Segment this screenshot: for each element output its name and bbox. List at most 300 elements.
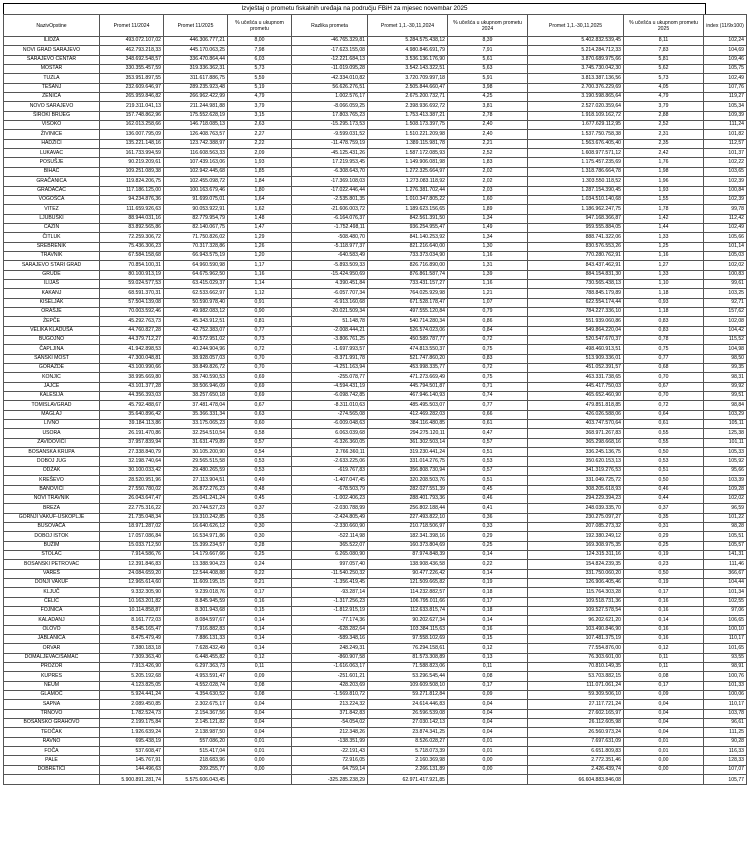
share-percent-cell: 0,01: [228, 737, 292, 746]
turnover-difference-cell: -1.002.406,23: [292, 494, 368, 503]
turnover-ytd-2024-cell: 1.273.083.118,92: [368, 177, 448, 186]
municipality-name-cell: ORAŠJE: [4, 307, 100, 316]
table-row: [4, 345, 747, 354]
share-percent-2024-cell: 2,02: [448, 177, 528, 186]
column-header: NazivOpstine: [4, 15, 100, 37]
index-value-cell: 100,06: [704, 691, 747, 700]
municipality-name-cell: ZAVIDOVIĆI: [4, 438, 100, 447]
turnover-ytd-2024-cell: 2.505.844.660,47: [368, 83, 448, 92]
turnover-ytd-2025-cell: 248.039.335,70: [528, 504, 624, 513]
share-percent-cell: 0,49: [228, 476, 292, 485]
table-row: [4, 55, 747, 64]
turnover-ytd-2025-cell: 3.745.730.042,30: [528, 65, 624, 74]
turnover-difference-cell: -6.326.360,05: [292, 438, 368, 447]
turnover-ytd-2024-cell: 1.276.381.702,44: [368, 186, 448, 195]
index-value-cell: 103,39: [704, 476, 747, 485]
index-value-cell: 109,46: [704, 55, 747, 64]
share-percent-cell: 0,16: [228, 597, 292, 606]
share-percent-cell: 0,54: [228, 448, 292, 457]
turnover-difference-cell: -6.308.643,70: [292, 167, 368, 176]
municipality-name-cell: KUPRES: [4, 672, 100, 681]
turnover-2024-nov-cell: 2.199.175,84: [100, 719, 164, 728]
index-value-cell: 102,22: [704, 158, 747, 167]
turnover-2025-nov-cell: 9.239.018,76: [164, 588, 228, 597]
share-percent-2025-cell: 1,78: [624, 205, 704, 214]
turnover-difference-cell: -11.478.759,19: [292, 139, 368, 148]
table-row: [4, 139, 747, 148]
turnover-ytd-2024-cell: 2.160.369,98: [368, 756, 448, 765]
index-value-cell: 93,55: [704, 653, 747, 662]
turnover-ytd-2024-cell: 320.208.503,76: [368, 476, 448, 485]
turnover-difference-cell: 428.203,69: [292, 681, 368, 690]
table-row: [4, 83, 747, 92]
turnover-difference-cell: 72.916,05: [292, 756, 368, 765]
table-row: [4, 167, 747, 176]
index-value-cell: 105,33: [704, 448, 747, 457]
index-value-cell: 112,57: [704, 139, 747, 148]
municipality-name-cell: STOLAC: [4, 550, 100, 559]
turnover-2025-nov-cell: 70.317.328,86: [164, 242, 228, 251]
share-percent-2024-cell: 0,86: [448, 317, 528, 326]
turnover-ytd-2025-cell: 308.205.618,93: [528, 485, 624, 494]
table-row: [4, 121, 747, 130]
table-row: [4, 317, 747, 326]
index-value-cell: 102,39: [704, 177, 747, 186]
municipality-name-cell: FOČA: [4, 747, 100, 756]
turnover-2025-nov-cell: 146.718.085,13: [164, 121, 228, 130]
index-value-cell: 101,14: [704, 242, 747, 251]
municipality-name-cell: TEŠANJ: [4, 83, 100, 92]
turnover-difference-cell: -8.311.010,63: [292, 401, 368, 410]
municipality-name-cell: BOSANSKI PETROVAC: [4, 560, 100, 569]
turnover-2025-nov-cell: 102.455.098,72: [164, 177, 228, 186]
turnover-ytd-2024-cell: 1.189.623.156,65: [368, 205, 448, 214]
turnover-ytd-2025-cell: 784.227.336,10: [528, 307, 624, 316]
turnover-ytd-2025-cell: 549.864.220,04: [528, 326, 624, 335]
index-value-cell: 96,59: [704, 504, 747, 513]
turnover-difference-cell: -20.021.509,34: [292, 307, 368, 316]
share-percent-cell: 1,12: [228, 289, 292, 298]
share-percent-2025-cell: 0,04: [624, 709, 704, 718]
turnover-2024-nov-cell: 67.584.158,68: [100, 251, 164, 260]
table-row: [4, 438, 747, 447]
turnover-ytd-2025-cell: 730.565.438,13: [528, 279, 624, 288]
share-percent-2024-cell: 5,61: [448, 55, 528, 64]
share-percent-2024-cell: 0,04: [448, 728, 528, 737]
index-value-cell: 98,28: [704, 522, 747, 531]
share-percent-cell: 0,35: [228, 513, 292, 522]
turnover-ytd-2024-cell: 5.284.575.438,12: [368, 37, 448, 46]
turnover-2024-nov-cell: 28.520.951,96: [100, 476, 164, 485]
municipality-name-cell: POSUŠJE: [4, 158, 100, 167]
index-value-cell: 102,02: [704, 494, 747, 503]
table-row: [4, 606, 747, 615]
index-value-cell: 106,65: [704, 616, 747, 625]
municipality-name-cell: JAJCE: [4, 382, 100, 391]
index-value-cell: 107,07: [704, 765, 747, 774]
share-percent-2025-cell: 0,78: [624, 336, 704, 345]
table-row: [4, 279, 747, 288]
share-percent-2025-cell: 1,44: [624, 223, 704, 232]
share-percent-2024-cell: 5,91: [448, 74, 528, 83]
share-percent-2025-cell: 0,55: [624, 438, 704, 447]
share-percent-cell: 0,01: [228, 747, 292, 756]
share-percent-2024-cell: 0,04: [448, 719, 528, 728]
turnover-difference-cell: 1.002.576,17: [292, 93, 368, 102]
turnover-2025-nov-cell: 64.960.590,98: [164, 261, 228, 270]
turnover-2024-nov-cell: 119.824.206,75: [100, 177, 164, 186]
municipality-name-cell: GLAMOČ: [4, 691, 100, 700]
turnover-2024-nov-cell: 88.944.031,16: [100, 214, 164, 223]
turnover-difference-cell: 2.766.360,11: [292, 448, 368, 457]
turnover-ytd-2025-cell: 1.537.750.758,38: [528, 130, 624, 139]
report-sheet: [3, 3, 744, 785]
share-percent-2025-cell: 0,08: [624, 672, 704, 681]
table-row: [4, 307, 747, 316]
share-percent-2025-cell: 1,10: [624, 279, 704, 288]
turnover-ytd-2024-cell: 1.272.325.664,97: [368, 167, 448, 176]
index-value-cell: 98,50: [704, 354, 747, 363]
municipality-name-cell: GRUDE: [4, 270, 100, 279]
share-percent-2025-cell: 0,83: [624, 317, 704, 326]
municipality-name-cell: NOVO SARAJEVO: [4, 102, 100, 111]
turnover-ytd-2024-cell: 24.614.446,83: [368, 700, 448, 709]
index-value-cell: 101,37: [704, 149, 747, 158]
index-value-cell: 98,91: [704, 663, 747, 672]
table-row: [4, 37, 747, 46]
share-percent-cell: 0,00: [228, 765, 292, 774]
turnover-2024-nov-cell: 75.436.306,23: [100, 242, 164, 251]
turnover-ytd-2024-cell: 121.509.665,82: [368, 578, 448, 587]
turnover-ytd-2024-cell: 103.384.115,63: [368, 625, 448, 634]
turnover-2024-nov-cell: 117.186.125,00: [100, 186, 164, 195]
share-percent-2025-cell: 0,61: [624, 420, 704, 429]
municipality-name-cell: VISOKO: [4, 121, 100, 130]
turnover-ytd-2024-cell: 59.271.812,84: [368, 691, 448, 700]
turnover-ytd-2024-cell: 384.116.480,85: [368, 420, 448, 429]
share-percent-2025-cell: 2,88: [624, 111, 704, 120]
turnover-difference-cell: -255.078,77: [292, 373, 368, 382]
turnover-ytd-2024-cell: 412.469.282,03: [368, 410, 448, 419]
turnover-2025-nov-cell: 4.953.591,47: [164, 672, 228, 681]
turnover-ytd-2025-cell: 1.034.510.140,68: [528, 195, 624, 204]
total-cell: 5.575.606.043,45: [164, 775, 228, 785]
turnover-2024-nov-cell: 70.003.592,46: [100, 307, 164, 316]
report-title: Izvještaj o prometu fiskalnih uređaja na području FBiH za mjesec novembar 2025: [3, 3, 706, 14]
share-percent-cell: 5,59: [228, 74, 292, 83]
turnover-ytd-2024-cell: 210.718.506,97: [368, 522, 448, 531]
share-percent-2024-cell: 0,04: [448, 709, 528, 718]
table-row: [4, 550, 747, 559]
turnover-2025-nov-cell: 107.439.163,06: [164, 158, 228, 167]
turnover-ytd-2024-cell: 1.753.413.387,21: [368, 111, 448, 120]
turnover-2024-nov-cell: 90.219.209,61: [100, 158, 164, 167]
share-percent-cell: 1,48: [228, 214, 292, 223]
index-value-cell: 100,10: [704, 625, 747, 634]
municipality-name-cell: BOSANSKO GRAHOVO: [4, 719, 100, 728]
municipality-name-cell: PALE: [4, 756, 100, 765]
share-percent-2025-cell: 0,53: [624, 457, 704, 466]
index-value-cell: 99,61: [704, 279, 747, 288]
table-row: [4, 130, 747, 139]
turnover-difference-cell: -6.009.048,63: [292, 420, 368, 429]
share-percent-cell: 0,77: [228, 326, 292, 335]
share-percent-2024-cell: 1,60: [448, 195, 528, 204]
share-percent-2025-cell: 8,11: [624, 37, 704, 46]
share-percent-2025-cell: 0,51: [624, 466, 704, 475]
turnover-2025-nov-cell: 16.640.626,12: [164, 522, 228, 531]
turnover-2025-nov-cell: 66.943.575,19: [164, 251, 228, 260]
column-header: % učešća u ukupnom prometu: [228, 15, 292, 37]
share-percent-2024-cell: 0,11: [448, 663, 528, 672]
index-value-cell: 107,76: [704, 83, 747, 92]
table-row: [4, 214, 747, 223]
share-percent-2024-cell: 0,51: [448, 476, 528, 485]
index-value-cell: 99,35: [704, 364, 747, 373]
share-percent-2025-cell: 0,70: [624, 373, 704, 382]
turnover-ytd-2024-cell: 1.389.115.981,78: [368, 139, 448, 148]
turnover-difference-cell: -508.480,70: [292, 233, 368, 242]
turnover-ytd-2025-cell: 451.052.391,57: [528, 364, 624, 373]
turnover-2024-nov-cell: 7.914.586,76: [100, 550, 164, 559]
municipality-name-cell: ZENICA: [4, 93, 100, 102]
turnover-2024-nov-cell: 26.043.647,47: [100, 494, 164, 503]
turnover-2025-nov-cell: 175.552.628,19: [164, 111, 228, 120]
share-percent-2025-cell: 0,50: [624, 476, 704, 485]
share-percent-2025-cell: 0,09: [624, 691, 704, 700]
share-percent-2024-cell: 0,15: [448, 635, 528, 644]
share-percent-2025-cell: 0,55: [624, 429, 704, 438]
municipality-name-cell: KALADANJ: [4, 616, 100, 625]
share-percent-2025-cell: 0,75: [624, 345, 704, 354]
turnover-ytd-2025-cell: 331.049.725,72: [528, 476, 624, 485]
table-row: [4, 719, 747, 728]
column-header: Razlika prometa: [292, 15, 368, 37]
share-percent-cell: 0,70: [228, 364, 292, 373]
turnover-2025-nov-cell: 8.301.943,68: [164, 606, 228, 615]
turnover-2024-nov-cell: 7.380.183,18: [100, 644, 164, 653]
municipality-name-cell: GORNJI VAKUF-USKOPLJE: [4, 513, 100, 522]
turnover-2024-nov-cell: 162.013.258,66: [100, 121, 164, 130]
share-percent-2024-cell: 0,17: [448, 681, 528, 690]
share-percent-2024-cell: 0,18: [448, 588, 528, 597]
table-row: [4, 560, 747, 569]
turnover-ytd-2025-cell: 96.202.621,20: [528, 616, 624, 625]
turnover-ytd-2025-cell: 169.308.975,35: [528, 541, 624, 550]
share-percent-2024-cell: 0,77: [448, 401, 528, 410]
share-percent-2024-cell: 3,81: [448, 102, 528, 111]
turnover-2025-nov-cell: 7.916.882,83: [164, 625, 228, 634]
share-percent-2024-cell: 0,57: [448, 466, 528, 475]
index-value-cell: 109,39: [704, 111, 747, 120]
index-value-cell: 96,61: [704, 719, 747, 728]
turnover-ytd-2025-cell: 1.186.962.247,75: [528, 205, 624, 214]
index-value-cell: 92,71: [704, 298, 747, 307]
turnover-2024-nov-cell: 68.591.370,31: [100, 289, 164, 298]
turnover-difference-cell: -8.371.991,78: [292, 354, 368, 363]
turnover-ytd-2024-cell: 936.254.955,47: [368, 223, 448, 232]
turnover-2025-nov-cell: 90.053.922,91: [164, 205, 228, 214]
turnover-2024-nov-cell: 265.959.846,82: [100, 93, 164, 102]
table-row: [4, 158, 747, 167]
share-percent-2024-cell: 4,25: [448, 93, 528, 102]
turnover-ytd-2025-cell: 76.303.601,00: [528, 653, 624, 662]
turnover-2025-nov-cell: 35.366.331,34: [164, 410, 228, 419]
share-percent-2025-cell: 1,76: [624, 158, 704, 167]
share-percent-2025-cell: 0,44: [624, 494, 704, 503]
share-percent-cell: 0,28: [228, 541, 292, 550]
share-percent-2024-cell: 0,53: [448, 457, 528, 466]
turnover-2024-nov-cell: 9.332.305,90: [100, 588, 164, 597]
turnover-difference-cell: -640.583,49: [292, 251, 368, 260]
turnover-2024-nov-cell: 18.971.287,02: [100, 522, 164, 531]
turnover-ytd-2024-cell: 521.747.860,20: [368, 354, 448, 363]
share-percent-cell: 3,15: [228, 111, 292, 120]
index-value-cell: 101,82: [704, 130, 747, 139]
turnover-difference-cell: -15.295.173,53: [292, 121, 368, 130]
table-row: [4, 420, 747, 429]
share-percent-cell: 0,21: [228, 578, 292, 587]
table-row: [4, 522, 747, 531]
turnover-difference-cell: -678.503,79: [292, 485, 368, 494]
turnover-difference-cell: 365.522,07: [292, 541, 368, 550]
turnover-2024-nov-cell: 27.550.780,02: [100, 485, 164, 494]
share-percent-cell: 0,53: [228, 457, 292, 466]
share-percent-2025-cell: 1,25: [624, 242, 704, 251]
share-percent-cell: 0,58: [228, 429, 292, 438]
turnover-2024-nov-cell: 144.496,63: [100, 765, 164, 774]
share-percent-cell: 0,00: [228, 756, 292, 765]
index-value-cell: 111,46: [704, 560, 747, 569]
share-percent-2025-cell: 0,16: [624, 625, 704, 634]
share-percent-cell: 8,00: [228, 37, 292, 46]
share-percent-cell: 4,79: [228, 93, 292, 102]
turnover-ytd-2025-cell: 1.303.550.118,52: [528, 177, 624, 186]
turnover-difference-cell: -274.565,08: [292, 410, 368, 419]
table-row: [4, 261, 747, 270]
turnover-difference-cell: -6.057.707,34: [292, 289, 368, 298]
turnover-ytd-2025-cell: 479.851.818,85: [528, 401, 624, 410]
table-row: [4, 691, 747, 700]
index-value-cell: 103,78: [704, 709, 747, 718]
turnover-difference-cell: -2.633.225,06: [292, 457, 368, 466]
turnover-ytd-2025-cell: 27.602.165,97: [528, 709, 624, 718]
turnover-ytd-2025-cell: 1.563.676.405,40: [528, 139, 624, 148]
municipality-name-cell: SREBRENIK: [4, 242, 100, 251]
turnover-ytd-2025-cell: 1.175.457.235,69: [528, 158, 624, 167]
turnover-2025-nov-cell: 32.254.510,54: [164, 429, 228, 438]
share-percent-2024-cell: 0,57: [448, 438, 528, 447]
share-percent-2024-cell: 0,00: [448, 765, 528, 774]
index-value-cell: 103,29: [704, 410, 747, 419]
turnover-2025-nov-cell: 63.415.029,37: [164, 279, 228, 288]
turnover-ytd-2025-cell: 426.026.588,06: [528, 410, 624, 419]
turnover-2025-nov-cell: 38.257.650,18: [164, 392, 228, 401]
turnover-ytd-2025-cell: 294.229.394,23: [528, 494, 624, 503]
share-percent-2025-cell: 0,04: [624, 719, 704, 728]
index-value-cell: 95,66: [704, 466, 747, 475]
turnover-ytd-2025-cell: 884.154.831,30: [528, 270, 624, 279]
share-percent-2025-cell: 0,35: [624, 513, 704, 522]
table-row: [4, 756, 747, 765]
turnover-2025-nov-cell: 91.699.075,01: [164, 195, 228, 204]
index-value-cell: 104,98: [704, 345, 747, 354]
turnover-ytd-2024-cell: 90.202.627,34: [368, 616, 448, 625]
table-row: [4, 326, 747, 335]
share-percent-2025-cell: 2,52: [624, 121, 704, 130]
turnover-2025-nov-cell: 266.962.422,99: [164, 93, 228, 102]
turnover-2024-nov-cell: 695.438,19: [100, 737, 164, 746]
turnover-difference-cell: 17.219.953,45: [292, 158, 368, 167]
municipality-name-cell: SAPNA: [4, 700, 100, 709]
share-percent-2024-cell: 0,14: [448, 550, 528, 559]
share-percent-2025-cell: 1,27: [624, 261, 704, 270]
turnover-ytd-2024-cell: 26.596.539,08: [368, 709, 448, 718]
turnover-ytd-2025-cell: 3.870.689.975,66: [528, 55, 624, 64]
index-value-cell: 105,75: [704, 65, 747, 74]
turnover-difference-cell: -17.623.155,08: [292, 46, 368, 55]
turnover-ytd-2025-cell: 26.112.605,98: [528, 719, 624, 728]
table-row: [4, 298, 747, 307]
index-value-cell: 101,65: [704, 644, 747, 653]
table-row: [4, 681, 747, 690]
share-percent-2024-cell: 0,45: [448, 485, 528, 494]
share-percent-2024-cell: 0,29: [448, 532, 528, 541]
turnover-2024-nov-cell: 24.084.659,20: [100, 569, 164, 578]
turnover-2024-nov-cell: 111.659.926,63: [100, 205, 164, 214]
share-percent-cell: 0,72: [228, 345, 292, 354]
turnover-2024-nov-cell: 232.609.646,97: [100, 83, 164, 92]
turnover-2025-nov-cell: 126.408.763,57: [164, 130, 228, 139]
turnover-ytd-2024-cell: 2.398.936.692,72: [368, 102, 448, 111]
municipality-name-cell: USORA: [4, 429, 100, 438]
turnover-difference-cell: -17.369.108,03: [292, 177, 368, 186]
turnover-2025-nov-cell: 289.235.923,48: [164, 83, 228, 92]
turnover-ytd-2024-cell: 1.510.221.209,98: [368, 130, 448, 139]
turnover-2024-nov-cell: 10.114.858,87: [100, 606, 164, 615]
turnover-difference-cell: -251.601,21: [292, 672, 368, 681]
turnover-2025-nov-cell: 38.740.590,53: [164, 373, 228, 382]
turnover-2025-nov-cell: 12.544.408,88: [164, 569, 228, 578]
turnover-2024-nov-cell: 70.854.100,31: [100, 261, 164, 270]
share-percent-cell: 1,80: [228, 186, 292, 195]
turnover-difference-cell: -54.054,02: [292, 719, 368, 728]
turnover-ytd-2025-cell: 445.417.750,03: [528, 382, 624, 391]
turnover-2025-nov-cell: 31.631.479,89: [164, 438, 228, 447]
total-cell: [4, 775, 100, 785]
turnover-ytd-2025-cell: 888.741.322,06: [528, 233, 624, 242]
table-row: [4, 653, 747, 662]
table-row: [4, 466, 747, 475]
table-row: [4, 364, 747, 373]
share-percent-cell: 1,29: [228, 233, 292, 242]
turnover-ytd-2025-cell: 6.651.809,83: [528, 747, 624, 756]
total-cell: 66.604.883.846,08: [528, 775, 624, 785]
turnover-2024-nov-cell: 32.198.740,64: [100, 457, 164, 466]
table-row: [4, 93, 747, 102]
turnover-ytd-2025-cell: 830.576.553,26: [528, 242, 624, 251]
column-header: Promet 1,1.-30,11,2024: [368, 15, 448, 37]
share-percent-2024-cell: 2,40: [448, 121, 528, 130]
municipality-name-cell: VITEZ: [4, 205, 100, 214]
share-percent-2024-cell: 1,16: [448, 279, 528, 288]
turnover-difference-cell: -2.424.805,49: [292, 513, 368, 522]
table-row: [4, 205, 747, 214]
turnover-2025-nov-cell: 11.609.195,15: [164, 578, 228, 587]
turnover-difference-cell: -1.812.915,19: [292, 606, 368, 615]
turnover-2025-nov-cell: 13.388.904,23: [164, 560, 228, 569]
municipality-name-cell: LIVNO: [4, 420, 100, 429]
